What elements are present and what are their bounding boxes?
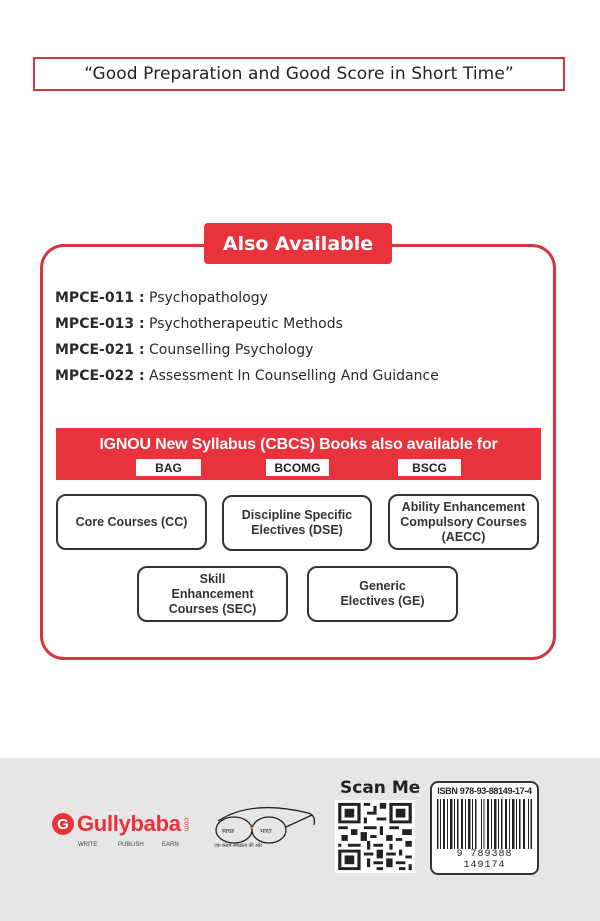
tagline-banner: “Good Preparation and Good Score in Short Time”	[33, 57, 565, 91]
barcode-number: 9 789388 149174	[435, 849, 534, 871]
isbn-label: ISBN 978-93-88149-17-4	[437, 786, 532, 796]
slogan-publish: PUBLISH	[118, 842, 144, 848]
course-item: MPCE-011 : Psychopathology	[55, 290, 268, 306]
category-ge: Generic Electives (GE)	[307, 566, 458, 622]
cbcs-title: IGNOU New Syllabus (CBCS) Books also available for	[99, 436, 498, 453]
program-bscg: BSCG	[398, 459, 461, 476]
slogan-earn: EARN	[162, 842, 179, 848]
qr-code-icon	[335, 800, 415, 873]
qr-code[interactable]	[335, 800, 415, 873]
course-item: MPCE-021 : Counselling Psychology	[55, 342, 314, 358]
swachh-bharat-logo: स्वच्छ भारत एक कदम स्वच्छता की ओर	[212, 803, 322, 853]
category-core-courses: Core Courses (CC)	[56, 494, 207, 550]
gullybaba-logo: G Gullybaba .com	[52, 811, 190, 837]
slogan-write: WRITE	[78, 842, 98, 848]
svg-text:भारत: भारत	[260, 828, 272, 835]
program-bcomg: BCOMG	[266, 459, 329, 476]
category-dse: Discipline Specific Electives (DSE)	[222, 495, 372, 551]
program-bag: BAG	[136, 459, 201, 476]
category-aecc: Ability Enhancement Compulsory Courses (AECC)	[388, 494, 539, 550]
course-list	[55, 287, 439, 391]
cbcs-banner	[56, 428, 541, 480]
svg-text:स्वच्छ: स्वच्छ	[222, 828, 235, 835]
isbn-barcode	[430, 781, 539, 875]
course-item: MPCE-022 : Assessment In Counselling And Guidance	[55, 368, 439, 384]
also-available-title: Also Available	[204, 223, 392, 264]
gullybaba-g-icon: G	[52, 813, 74, 835]
category-sec: Skill Enhancement Courses (SEC)	[137, 566, 288, 622]
scan-me-label: Scan Me	[340, 778, 421, 798]
course-item: MPCE-013 : Psychotherapeutic Methods	[55, 316, 343, 332]
